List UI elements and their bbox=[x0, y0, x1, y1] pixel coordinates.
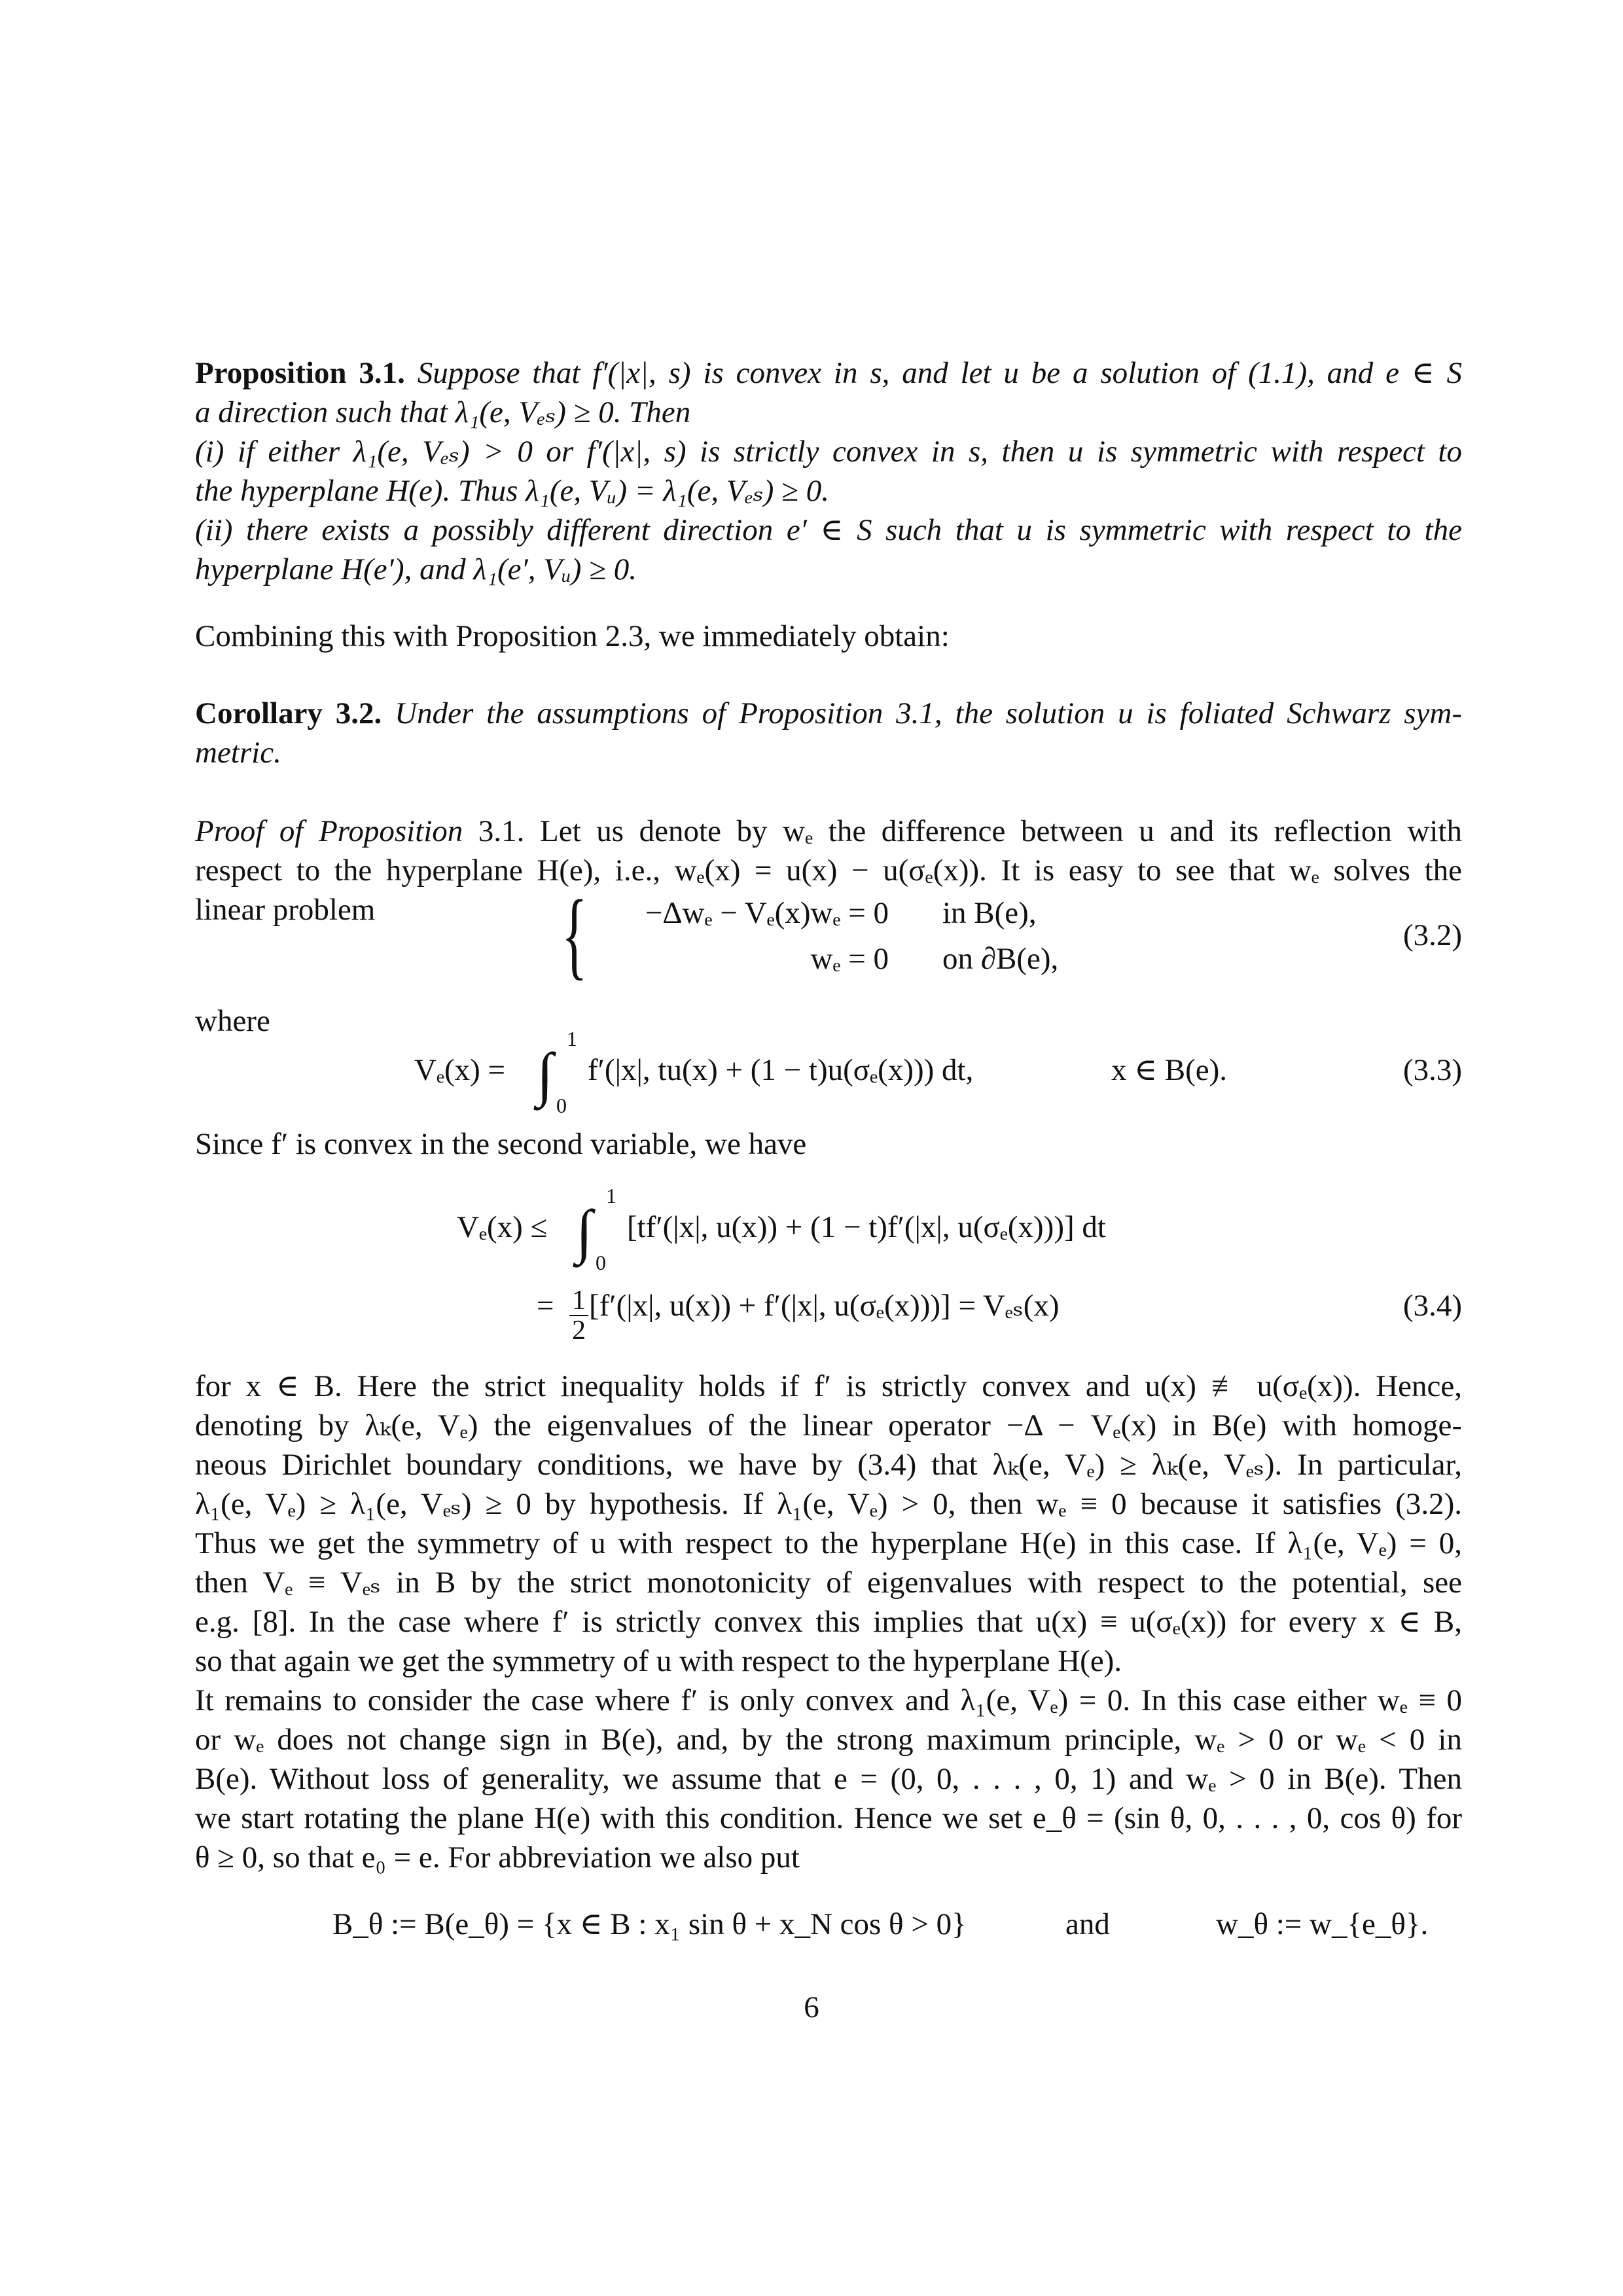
para-line-3: neous Dirichlet boundary conditions, we have by (3.4) that λₖ(e, Vₑ) ≥ λₖ(e, Vₑₛ). In particular, bbox=[195, 1448, 1462, 1482]
proposition-line-6: hyperplane H(e′), and λ₁(e′, Vᵤ) ≥ 0. bbox=[195, 552, 637, 586]
where-word: where bbox=[195, 1004, 270, 1038]
w-theta-formula: w_θ := w_{e_θ}. bbox=[1216, 1907, 1429, 1941]
corollary-label: Corollary 3.2. bbox=[195, 696, 382, 730]
proof-line-3: linear problem bbox=[195, 893, 376, 927]
para-line-10: or wₑ does not change sign in B(e), and, by the strong maximum principle, wₑ > 0 or wₑ < 0 in bbox=[195, 1723, 1462, 1757]
eq33-lhs: Vₑ(x) = bbox=[414, 1053, 506, 1087]
proposition-line-4: the hyperplane H(e). Thus λ₁(e, Vᵤ) = λ₁(e, Vₑₛ) ≥ 0. bbox=[195, 474, 829, 508]
eq33-domain: x ∈ B(e). bbox=[1111, 1053, 1228, 1087]
eq32-row2-right: on ∂B(e), bbox=[942, 942, 1059, 976]
eq32-label: (3.2) bbox=[1402, 918, 1462, 952]
proof-ref: 3.1. bbox=[478, 814, 525, 848]
eq34-label: (3.4) bbox=[1402, 1289, 1462, 1323]
main-paragraph bbox=[195, 1367, 1462, 1877]
page-number: 6 bbox=[804, 1990, 819, 2024]
proposition-line-3: (i) if either λ₁(e, Vₑₛ) > 0 or f′(|x|, s) is strictly convex in s, then u is symmetric with respect to bbox=[195, 435, 1462, 469]
eq32-row2-left: wₑ = 0 bbox=[810, 942, 889, 976]
para-line-1: for x ∈ B. Here the strict inequality holds if f′ is strictly convex and u(x) ≢ u(σₑ(x)). Hence, bbox=[195, 1369, 1462, 1403]
para-line-2: denoting by λₖ(e, Vₑ) the eigenvalues of the linear operator −Δ − Vₑ(x) in B(e) with homoge- bbox=[195, 1408, 1462, 1443]
eq32-row1-left: −Δwₑ − Vₑ(x)wₑ = 0 bbox=[645, 896, 889, 930]
eq34-frac-num: 1 bbox=[569, 1286, 588, 1316]
eq34-equals: = bbox=[537, 1289, 554, 1323]
left-brace: { bbox=[562, 880, 588, 989]
proposition-line-1: Suppose that f′(|x|, s) is convex in s, and let u be a solution of (1.1), and e ∈ S bbox=[417, 356, 1463, 390]
eq34-lhs: Vₑ(x) ≤ bbox=[457, 1210, 548, 1244]
since-sentence: Since f′ is convex in the second variable, we have bbox=[195, 1127, 807, 1161]
b-theta-formula: B_θ := B(e_θ) = {x ∈ B : x₁ sin θ + x_N cos θ > 0} bbox=[332, 1907, 967, 1941]
para-line-5: Thus we get the symmetry of u with respect to the hyperplane H(e) in this case. If λ₁(e, Vₑ) = 0, bbox=[195, 1526, 1462, 1560]
para-line-9: It remains to consider the case where f′ is only convex and λ₁(e, Vₑ) = 0. In this case either wₑ ≡ 0 bbox=[195, 1683, 1462, 1717]
eq33-integral-sign: ∫ bbox=[537, 1041, 554, 1107]
eq32-row1-right: in B(e), bbox=[942, 896, 1037, 930]
para-line-8: so that again we get the symmetry of u with respect to the hyperplane H(e). bbox=[195, 1644, 1122, 1678]
para-line-4: λ₁(e, Vₑ) ≥ λ₁(e, Vₑₛ) ≥ 0 by hypothesis. If λ₁(e, Vₑ) > 0, then wₑ ≡ 0 because it satisfies (3.2). bbox=[195, 1487, 1462, 1521]
eq34-fraction bbox=[569, 1286, 588, 1345]
eq33-lower-limit: 0 bbox=[556, 1094, 567, 1117]
para-line-11: B(e). Without loss of generality, we assume that e = (0, 0, . . . , 0, 1) and wₑ > 0 in B(e). Then bbox=[195, 1762, 1462, 1796]
para-line-13: θ ≥ 0, so that e₀ = e. For abbreviation we also put bbox=[195, 1840, 800, 1874]
eq34-frac-den: 2 bbox=[572, 1316, 586, 1346]
b-theta-definition bbox=[195, 1905, 1462, 1944]
eq34-row2: [f′(|x|, u(x)) + f′(|x|, u(σₑ(x)))] = Vₑₛ(x) bbox=[589, 1289, 1060, 1323]
equation-3-2 bbox=[195, 880, 1462, 989]
corollary-line-2: metric. bbox=[195, 736, 281, 770]
equation-3-4 bbox=[195, 1181, 1462, 1346]
proposition-line-5: (ii) there exists a possibly different direction e′ ∈ S such that u is symmetric with respect to the bbox=[195, 513, 1462, 547]
corollary-line-1: Under the assumptions of Proposition 3.1, the solution u is foliated Schwarz sym- bbox=[395, 696, 1462, 730]
proof-line-1: Let us denote by wₑ the difference between u and its reflection with bbox=[540, 814, 1463, 848]
proof-line-2: respect to the hyperplane H(e), i.e., wₑ(x) = u(x) − u(σₑ(x)). It is easy to see that wₑ solves the bbox=[195, 853, 1462, 888]
proposition-line-2: a direction such that λ₁(e, Vₑₛ) ≥ 0. Then bbox=[195, 395, 691, 429]
eq33-upper-limit: 1 bbox=[567, 1027, 577, 1050]
proof-label: Proof of Proposition bbox=[195, 814, 463, 848]
and-word: and bbox=[1065, 1907, 1110, 1941]
para-line-12: we start rotating the plane H(e) with this condition. Hence we set e_θ = (sin θ, 0, . . . , 0, cos θ) for bbox=[195, 1801, 1462, 1835]
eq33-label: (3.3) bbox=[1402, 1053, 1462, 1087]
eq34-integral-sign: ∫ bbox=[576, 1198, 593, 1265]
para-line-7: e.g. [8]. In the case where f′ is strictly convex this implies that u(x) ≡ u(σₑ(x)) for every x ∈ B, bbox=[195, 1605, 1462, 1639]
para-line-6: then Vₑ ≡ Vₑₛ in B by the strict monotonicity of eigenvalues with respect to the potential, see bbox=[195, 1566, 1462, 1600]
corollary-3-2 bbox=[195, 694, 1462, 772]
eq33-integrand: f′(|x|, tu(x) + (1 − t)u(σₑ(x))) dt, bbox=[588, 1053, 974, 1087]
proposition-label: Proposition 3.1. bbox=[195, 356, 405, 390]
eq34-integrand: [tf′(|x|, u(x)) + (1 − t)f′(|x|, u(σₑ(x)))] dt bbox=[627, 1210, 1106, 1244]
equation-3-3 bbox=[195, 1027, 1462, 1117]
combining-sentence: Combining this with Proposition 2.3, we immediately obtain: bbox=[195, 619, 950, 653]
proposition-3-1 bbox=[195, 353, 1462, 589]
eq34-upper-limit: 1 bbox=[606, 1184, 616, 1208]
eq34-lower-limit: 0 bbox=[596, 1251, 606, 1274]
